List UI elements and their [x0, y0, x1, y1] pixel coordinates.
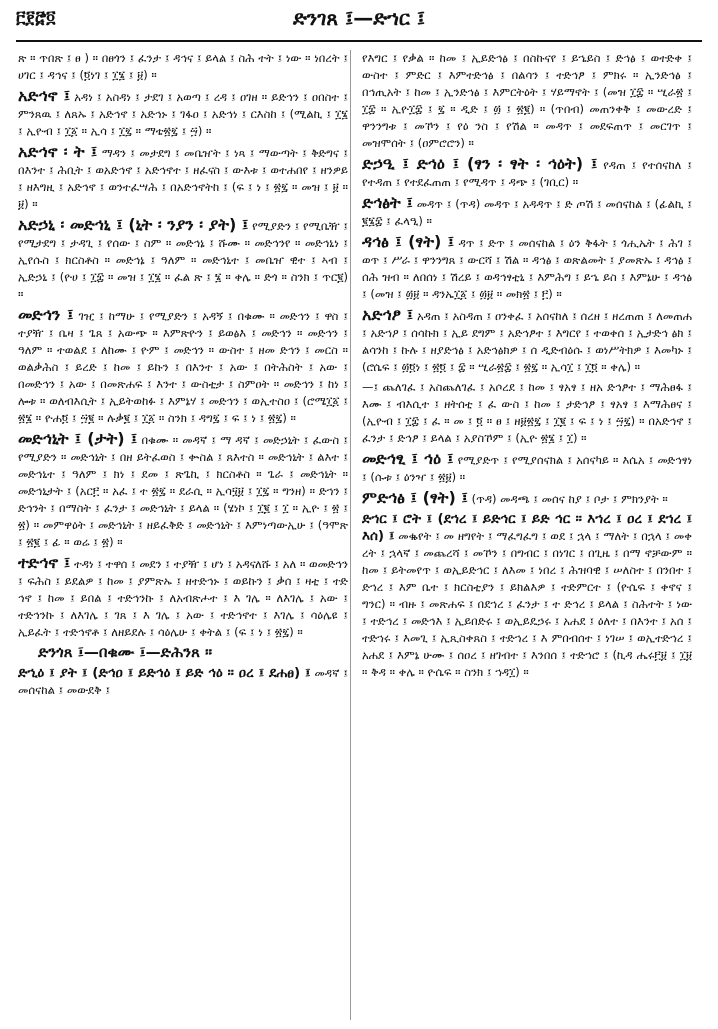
dictionary-entry: [362, 489, 692, 508]
dictionary-entry: [362, 155, 692, 191]
entry-headword: ድኃዒ ፤ ድኅዕ ፤ (ፃን ፡ ፃት ፡ ኅዕት) ፤: [362, 154, 598, 173]
entry-definition: በቁሙ ። መዳኛ ፤ ማ ዳኛ ፤ መድኃኒት ፤ ፈውስ ፤ የሚያድን ። መድኅኒት ፤ በዘ ይትፈወስ ፤ ቍስል ፤ ጸእተስ ። መድኅኒት ፤ ልእተ ፤ መድኅኒተ ፤ ዓለም ፤ ክነ ፤ ደመ ፤ ጽጌኪ ፤ ክርስቶስ ። ጌራ ፤ መድኅኒት ። መድኅኒታት ፤ (አር፫ ። አፈ ፤ ተ ፳፯ ። ደራሲ ። ኢሳ፶፱ ፤ ፲፯ ። ግንዘ) ። ድኀን ፤ ድኅንት ፤ በማስት ፤ ፈንታ ፤ መድኅኒት ፤ ይላል ። (ሄነኮ ፤ ፲፪ ፤ ፲ ። ኢዮ ፤ ፳ ፤ ፳) ። መምዋዕት ፤ መድኅኒት ፤ ዘይፈቅድ ፤ መድኅኒት ፤ እምነጣውኢሁ ፤ (ዓሞጽ ፤ ፳፪ ፤ ፊ ። ወሬ ፤ ፳) ።: [18, 433, 348, 549]
entry-headword: መድኅፂ ፤ ኅዕ ፤: [362, 449, 454, 468]
entry-headword: መድኅኒት ፤ (ታት) ፤: [18, 429, 138, 448]
entry-definition: ዳጥ ፤ ድጥ ፤ መሰናከል ፤ ዕን ቅፋት ፤ ጎሒኤት ፤ ሕገ ፤ ወጥ ፤ ሥራ ፤ ዋንንግጸ ፤ ውርሻ ፤ ሽል ። ዳኅፅ ፤ ወጽልመት ፤ ያመጽኡ ፤ ዳኅፅ ፤ ሰሕ ዝብ ። ለበሰነ ፤ ሽረይ ፤ ወዳኅፃቲኒ ፤ እምሕግ ፤ ይኄ ይስ ፤ እምኔሁ ፤ ዳኅፅ ፤ (መዝ ፤ ፴፱ ። ዳንኤ፲፩ ፤ ፴፱ ። መክ፳ ፤ ፫) ።: [362, 236, 692, 301]
entry-definition: ማዳን ፤ መታደግ ፤ መቤዠት ፤ ነጻ ፤ ማውጣት ፤ ቅድግና ፤ በእንተ ፤ ሕቢት ፤ ወአድኅኖ ፤ አድኅኖተ ፤ ዘፈናስ ፤ ውእቱ ፤ ወተሐበየ ፤ ዘንዎይ ፤ ዘእግዚ ፤ አድኅኖ ፤ ወንተፈሣሕ ፤ በአድኅኖትከ ፤ (ፍ ፤ ነ ፤ ፳፯ ። መዝ ፤ ፱ ። ፱) ።: [18, 146, 348, 211]
column-divider: [350, 50, 351, 1020]
entry-definition: የሚያድጥ ፤ የሚያሰናክል ፤ አሰናካይ ። እሴአ ፤ መድኅፃነ ፤ (ሱቱ ፤ ዕንዣ ፤ ፳፱) ።: [362, 453, 692, 484]
right-column: [362, 50, 692, 1025]
dictionary-entry: [18, 87, 348, 140]
page-number: ፫፻፸፬: [16, 8, 56, 28]
entry-definition: ጽ ። ጥበጽ ፤ ፀ ) ። በፀጎን ፤ ፈንታ ፤ ዳኅና ፤ ይላል ፤ ስሕ ተት ፤ ነው ። ነበረት ፤ ሀገር ፤ ዳኅና ፤ (፬ነገ ፤ ፲፮ ፤ ፱) ።: [18, 51, 348, 82]
entry-headword: ምድኅፅ ፤ (ፃት) ፤: [362, 488, 468, 507]
entry-definition: መዳኛ ፤ መሰናከል ፤ መውደቅ ፤: [18, 666, 348, 697]
entry-definition: የሚያድን ፤ የሚቤዥ ፤ የሚታደግ ፤ ታዳጊ ፤ የሰው ፤ ስም ። መድኅኔ ፤ ሹሙ ። መድኅንየ ። መድኅኒነ ፤ ኢየሱስ ፤ ክርስቶስ ። መድኅኔ ፤ ዓለም ። መድኅኒተ ፤ መቤዠ ዊተ ፤ ኣብ ፤ ኢድኃኒ ፤ (ዮሀ ፤ ፲፰ ። መዝ ፤ ፲፮ ። ፈል ጽ ፤ ፮ ። ቀሌ ። ድጎ ። ስንክ ፤ ጥር፪) ።: [18, 219, 348, 301]
entry-definition: የዳጠ ፤ የተሰናከለ ፤ የተዳጠ ፤ የተደፈጠጠ ፤ የሚዳጥ ፤ ዳጭ ፤ (ገቢር) ።: [362, 158, 692, 189]
dictionary-entry: [18, 644, 348, 662]
dictionary-entry: [18, 554, 348, 641]
dictionary-entry: [18, 143, 348, 213]
entry-definition: (ጥዳ) መዳጫ ፤ መሰና ከያ ፤ ቦታ ፤ ምክንያት ።: [471, 492, 668, 506]
entry-headword: ድኂዕ ፤ ያት ፤ (ድኅዐ ፤ ይድኅዕ ፤ ይድ ኅዕ ። ዐረ ፤ ደሐፀ) ፤: [18, 665, 311, 681]
dictionary-entry: [362, 306, 692, 376]
dictionary-entry: [362, 194, 692, 230]
entry-headword: ተድኅኖ ፤: [18, 553, 71, 572]
dictionary-entry: [362, 379, 692, 447]
entry-headword: ድኀር ፤ ሮት ፤ (ደኀረ ፤ ይድኅር ፤ ይድ ኅር ። እኀረ ፤ ዐረ ፤ ደኀረ ፤ እሰ) ፤: [362, 511, 692, 544]
entry-definition: አዳጠ ፤ አስዳጠ ፤ ዐንቀፈ ፤ አሰናከለ ፤ ሰረዘ ፤ ዘረጠጠ ፤ ለመጠሐ ፤ አድኀዖ ፤ ሰሳኩክ ፤ ኢይ ደግም ፤ አድኅፆተ ፤ እግርየ ፤ ተወቀሰ ፤ ኢታድኅ ፅክ ፤ ልሳንከ ፤ ኩሉ ፤ ዘያድኅፅ ፤ አድኅፅክዎ ፤ ሰ ዲድብዕሱ ፤ ወነሥትክዎ ፤ እመካኑ ፤ (ሮሴፍ ፤ ፴፬ነ ፤ ፳፬ ፤ ፰ ። ሢራ፳፰ ፤ ፳፯ ። ኢሳ፲ ፤ ፲፬ ። ቀሌ) ።: [362, 309, 692, 374]
header-rule: [16, 40, 702, 42]
entry-definition: መዳጥ ፤ (ጥዳ) መዳጥ ፤ አዳዳጥ ፤ ድ ጦሽ ፤ መሰናከል ፤ (ፊልኪ ፤ ፪፮፰ ፤ ፈላዒ) ።: [362, 197, 692, 228]
dictionary-entry: [362, 511, 692, 681]
entry-headword: አድኅፆ ፤: [362, 305, 414, 324]
dictionary-entry: [362, 50, 692, 152]
entry-definition: አዳነ ፤ አስዳነ ፤ ታደገ ፤ አወጣ ፤ ረዳ ፤ ዐገዘ ። ይድኅን ፤ ዐበስተ ፤ ምንጸዉ ፤ ለጸኡ ፤ አድኅኖ ፤ አድኅኑ ፤ ገፋዐ ፤ አድኅነ ፤ ርእስከ ፤ (ሚልኪ ፤ ፲፮ ፤ ኢዮብ ፤ ፲፩ ። ኢሳ ፤ ፲፯ ። ማቴ፳፯ ፤ ፵) ።: [18, 90, 348, 138]
entry-definition: ተዳነ ፤ ተዋሰ ፤ መደን ፤ ተያዥ ፤ ሆነ ፤ አዳናለሹ ፤ አለ ። ወመድኅን ፤ ፍሕስ ፤ ይደልዎ ፤ ከመ ፤ ያምጽኡ ፤ ዘተድኅኑ ፤ ወይኩን ፤ ቃሰ ፤ ዛቲ ፤ ተድ ኅኖ ፤ ከመ ፤ ይበል ፤ ተድኅንኩ ፤ ለአብጽሖተ ፤ እ ገሌ ። ለእገሌ ፤ አው ፤ ተድኅንኩ ፤ ለእገሌ ፤ ገጸ ፤ እ ገሌ ፤ አው ፤ ተድኅኖተ ፤ እገሌ ፤ ሳዕሌዩ ፤ ኢይፈት ፤ ተድኅኖቶ ፤ ለዘይደሉ ፤ ሳዕሌሁ ፤ ቀትል ፤ (ፍ ፤ ነ ፤ ፳፯) ።: [18, 557, 348, 639]
dictionary-entry: [18, 665, 348, 699]
dictionary-entry: [18, 216, 348, 303]
dictionary-entry: [362, 233, 692, 303]
entry-headword: ዳኅፅ ፤ (ፃት) ፤: [362, 232, 455, 251]
entry-definition: የእግር ፤ የቃል ። ከመ ፤ ኢይድኅፅ ፤ በስኩናየ ፤ ይኄይስ ፤ ድኅፅ ፤ ወተድቀ ፤ ውስተ ፤ ምድር ፤ እምተድኅፅ ፤ በልሳን ፤ ተድኅፆ ፤ ምክሩ ። ኢንድኅፅ ፤ በኅጢአት ፤ ከመ ፤ ኢንድኅፅ ፤ እምርትዕት ፤ ሃይማኖት ፤ (መዝ ፲፰ ። ሢራ፳ ፤ ፲፰ ። ኢዮ፲፰ ፤ ፯ ። ዲድ ፤ ፴ ፤ ፳፪) ። (ጥበብ) መጠንቀቅ ፤ መውረድ ፤ ዋንንግቱ ፤ መኾን ፤ የዕ ንስ ፤ የሽል ። መዳጥ ፤ መደፍጠጥ ፤ መርገጥ ፤ መዝሞሰት ፤ (ዐምሮሮን) ።: [362, 51, 692, 150]
running-title: ድንገጸ ፤—ድኀር ፤: [292, 6, 426, 30]
left-column: [18, 50, 348, 1025]
entry-headword: መድኅን ፤: [18, 305, 74, 324]
entry-definition: —፤ ጨለገፈ ፤ አስጨለገፈ ፤ አሶረደ ፤ ከመ ፤ ፃአፃ ፤ ዘአ ድኅፆተ ፤ ማሕፀፋ ፤ እሙ ፤ ብእሲተ ፤ ዘትሰቲ ፤ ፈ ውስ ፤ ከመ ፤ ታድኅፆ ፤ ፃአፃ ፤ እማሕፀና ፤ (ኢዮብ ፤ ፲፰ ፤ ፈ ። መ ፤ ፬ ። ፀ ፤ ዘ፱፳፯ ፤ ፲፪ ፤ ፍ ፤ ነ ፤ ፵፯) ። በአድኅኖ ፤ ፈንታ ፤ ድኅፆ ፤ ይላል ፤ አያስኾም ፤ (ኢዮ ፳፮ ፤ ፲) ።: [362, 380, 692, 445]
entry-headword: አድኅኖ ፡ ት ፤: [18, 142, 98, 161]
entry-definition: መቈየት ፤ መ ዘግየት ፤ ማፈግፈግ ፤ ወደ ፤ ኋላ ፤ ማለት ፤ በኋላ ፤ መቀ ረት ፤ ኋላኛ ፤ መጨረሻ ፤ መኾን ፤ በግብር ፤ በነገር ፤ በጊዜ ፤ በማ ኖቻውም ። ከመ ፤ ይትመየጥ ፤ ወኢይድኅር ፤ ለእመ ፤ ነበረ ፤ ሕዝባዊ ፤ ሠለስተ ፤ በንበተ ፤ ድኀረ ፤ እም ቤተ ፤ ክርስቲያን ፤ ይክልእዎ ፤ ተድምርተ ፤ (ዮሴፍ ፤ ቀኖና ፤ ግንር) ። ብዙ ፤ መጽሐፍ ፤ በደኀረ ፤ ፈንታ ፤ ተ ድኅረ ፤ ይላል ፤ ስሕተት ፤ ነው ፤ ተድኅረ ፤ መድኅእ ፤ ኢይበድሩ ፤ ወኢይዴኃሩ ፤ አሐደ ፤ ዕለተ ፤ በእንተ ፤ አሰ ፤ ተድኀሩ ፤ እመጊ ፤ ኢጺስቀጸስ ፤ ተድኀረ ፤ እ ምበብሰተ ፤ ነገሠ ፤ ወኢተድኀረ ፤ አሐደ ፤ እምኔ ሁሙ ፤ ሰዐረ ፤ ዘገብተ ፤ እንበሰ ፤ ተድኀሮ ፤ (ኪዳ ሔሩ፫፱ ፤ ፲፱ ። ቅዳ ። ቀሌ ። ዮሴፍ ። ስንክ ፤ ኀዳ፲) ።: [362, 529, 692, 679]
dictionary-entry: [18, 50, 348, 84]
dictionary-entry: [18, 430, 348, 551]
entry-headword: ድኅፅት ፤: [362, 193, 413, 212]
page-header: [0, 0, 718, 44]
dictionary-entry: [362, 450, 692, 486]
entry-headword: አድኃኒ ፡ መድኅኒ ፤ (ኒት ፡ ንያን ፡ ያት) ፤: [18, 215, 249, 234]
section-heading: ድንጎጸ ፤—በቁሙ ፤—ድሕንጸ ።: [38, 643, 213, 661]
entry-headword: አድኅኖ ፤: [18, 86, 71, 105]
entry-definition: ገዢ ፤ ከማሁ ፤ የሚያድን ፤ አዳኝ ፤ በቁሙ ። መድኅን ፤ ዋስ ፤ ተያዥ ፤ ቤዛ ፤ ጌጸ ፤ አውጭ ። እምጽዮን ፤ ይወፅእ ፤ መድኅን ። መድኅን ፤ ዓለም ። ተወልደ ፤ ለከሙ ፤ ዮም ፤ መድኅን ። ውስተ ፤ ዘመ ድኅን ፤ መርስ ። ወልቃሕስ ፤ ይረድ ፤ ከመ ፤ ይኩን ፤ በእንተ ፤ አው ፤ በትሕስት ፤ አው ፤ በመድኅን ፤ አው ፤ በመጽሐፍ ፤ እንተ ፤ ውስቲታ ፤ ስምዐት ። መድኅን ፤ ከነ ፤ ሎቱ ። ወለብእሲት ፤ ኢይትወከፉ ፤ እምኔሃ ፤ መድኅን ፤ ወኢተስዐ ፤ (ሮሜ፲፩ ፤ ፳፮ ። ዮሐ፬ ፤ ፵፪ ። ሉቃ፪ ፤ ፲፩ ። ስንክ ፤ ዳግ፯ ፤ ፍ ፤ ነ ፤ ፳፯) ።: [18, 309, 348, 425]
dictionary-entry: [18, 306, 348, 427]
